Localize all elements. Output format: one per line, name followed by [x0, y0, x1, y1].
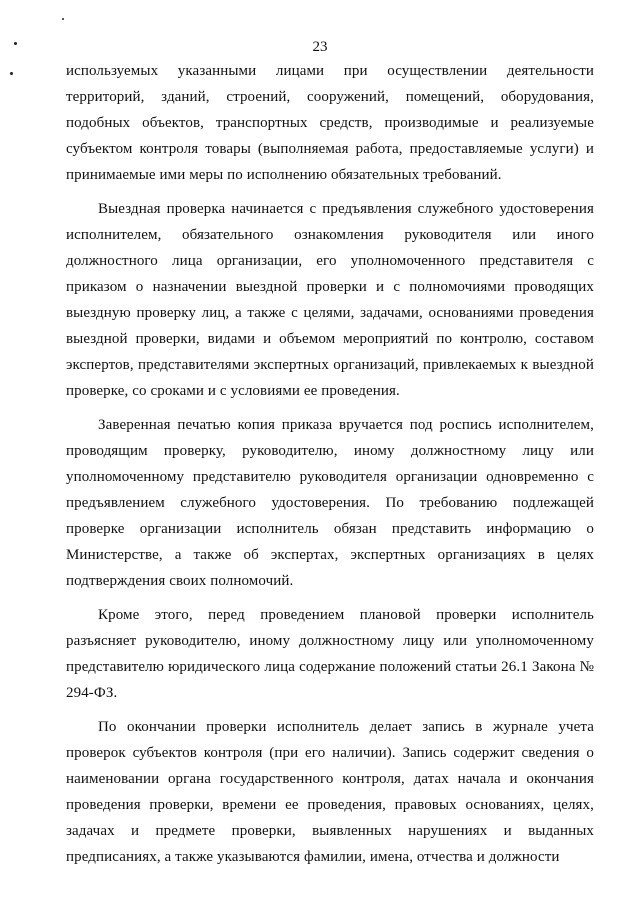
- paragraph-order-copy: Заверенная печатью копия приказа вручается под роспись исполнителем, проводящим проверку, руководителю, иному должностному лицу или уполномоченному представителю руководителя организации одновременно с предъявлением служебного удостоверения. По требованию подлежащей проверке организации исполнитель обязан представить информацию о Министерстве, а также об экспертах, экспертных организациях в целях подтверждения своих полномочий.: [66, 417, 594, 589]
- paragraph-journal-record: По окончании проверки исполнитель делает запись в журнале учета проверок субъектов контроля (при его наличии). Запись содержит сведения о наименовании органа государственного контроля, датах начала и окончания проведения проверки, времени ее проведения, правовых основаниях, целях, задачах и предмете проверки, выявленных нарушениях и выданных предписаниях, а также указываются фамилии, имена, отчества и должности: [66, 719, 594, 865]
- scan-speck: [10, 72, 13, 75]
- paragraph-explanation: Кроме этого, перед проведением плановой проверки исполнитель разъясняет руководителю, иному должностному лицу или уполномоченному представителю юридического лица содержание положений статьи 26.1 Закона № 294-ФЗ.: [66, 607, 594, 701]
- scan-speck: [62, 18, 64, 20]
- paragraph-continuation: используемых указанными лицами при осуществлении деятельности территорий, зданий, строений, сооружений, помещений, оборудования, подобных объектов, транспортных средств, производимые и реализуемые субъектом контроля товары (выполняемая работа, предоставляемые услуги) и принимаемые ими меры по исполнению обязательных требований.: [66, 63, 594, 183]
- document-body: [66, 58, 594, 870]
- paragraph-inspection-start: Выездная проверка начинается с предъявления служебного удостоверения исполнителем, обязательного ознакомления руководителя или иного должностного лица организации, его уполномоченного представителя с приказом о назначении выездной проверки и с полномочиями проводящих выездную проверку лиц, а также с целями, задачами, основаниями проведения выездной проверки, видами и объемом мероприятий по контролю, составом экспертов, представителями экспертных организаций, привлекаемых к выездной проверке, со сроками и с условиями ее проведения.: [66, 201, 594, 399]
- page-number: 23: [312, 39, 328, 55]
